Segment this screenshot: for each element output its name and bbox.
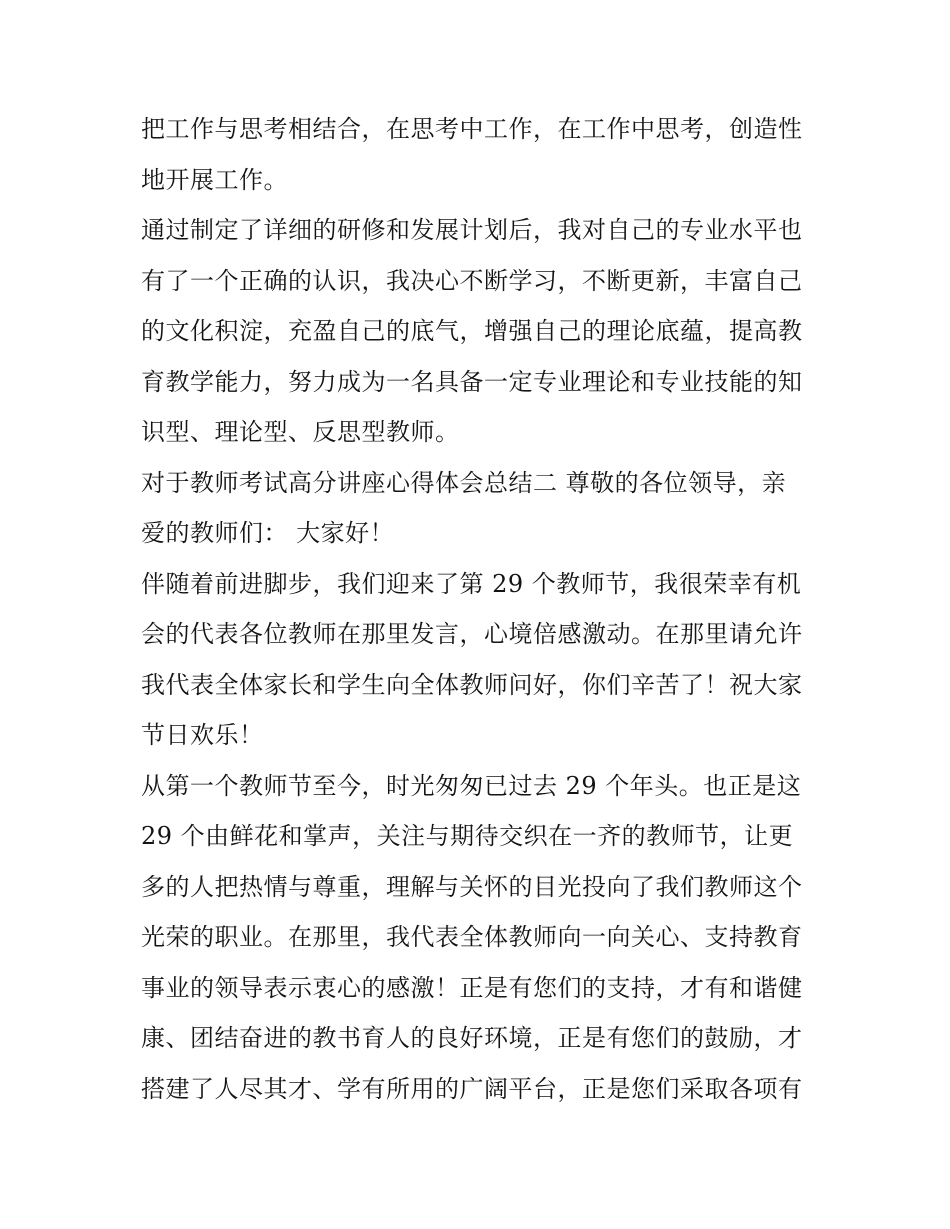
text-line: 光荣的职业。在那里，我代表全体教师向一向关心、支持教育 <box>141 923 803 951</box>
text-line: 节日欢乐！ <box>141 721 264 749</box>
text-line: 会的代表各位教师在那里发言，心境倍感激动。在那里请允许 <box>141 620 803 648</box>
text-line: 搭建了人尽其才、学有所用的广阔平台，正是您们采取各项有 <box>141 1074 803 1103</box>
document-body <box>141 104 821 1114</box>
text-line: 育教学能力，努力成为一名具备一定专业理论和专业技能的知 <box>141 367 803 396</box>
text-line: 从第一个教师节至今，时光匆匆已过去 29 个年头。也正是这 <box>141 771 802 800</box>
text-line: 的文化积淀，充盈自己的底气，增强自己的理论底蕴，提高教 <box>141 317 803 345</box>
text-line: 有了一个正确的认识，我决心不断学习，不断更新，丰富自己 <box>141 266 803 295</box>
text-line: 多的人把热情与尊重，理解与关怀的目光投向了我们教师这个 <box>141 872 803 901</box>
text-line: 对于教师考试高分讲座心得体会总结二 尊敬的各位领导，亲 <box>141 468 787 497</box>
text-line: 爱的教师们： 大家好！ <box>141 519 395 547</box>
text-line: 29 个由鲜花和掌声，关注与期待交织在一齐的教师节，让更 <box>141 822 794 850</box>
text-line: 事业的领导表示衷心的感激！正是有您们的支持，才有和谐健 <box>141 973 803 1002</box>
text-line: 地开展工作。 <box>141 165 288 194</box>
text-line: 我代表全体家长和学生向全体教师问好，你们辛苦了！祝大家 <box>141 670 803 699</box>
text-line: 把工作与思考相结合，在思考中工作，在工作中思考，创造性 <box>141 115 803 143</box>
text-line: 识型、理论型、反思型教师。 <box>141 418 460 446</box>
text-line: 通过制定了详细的研修和发展计划后，我对自己的专业水平也 <box>141 216 803 244</box>
text-line: 康、团结奋进的教书育人的良好环境，正是有您们的鼓励，才 <box>141 1024 803 1052</box>
text-line: 伴随着前进脚步，我们迎来了第 29 个教师节，我很荣幸有机 <box>141 569 802 598</box>
